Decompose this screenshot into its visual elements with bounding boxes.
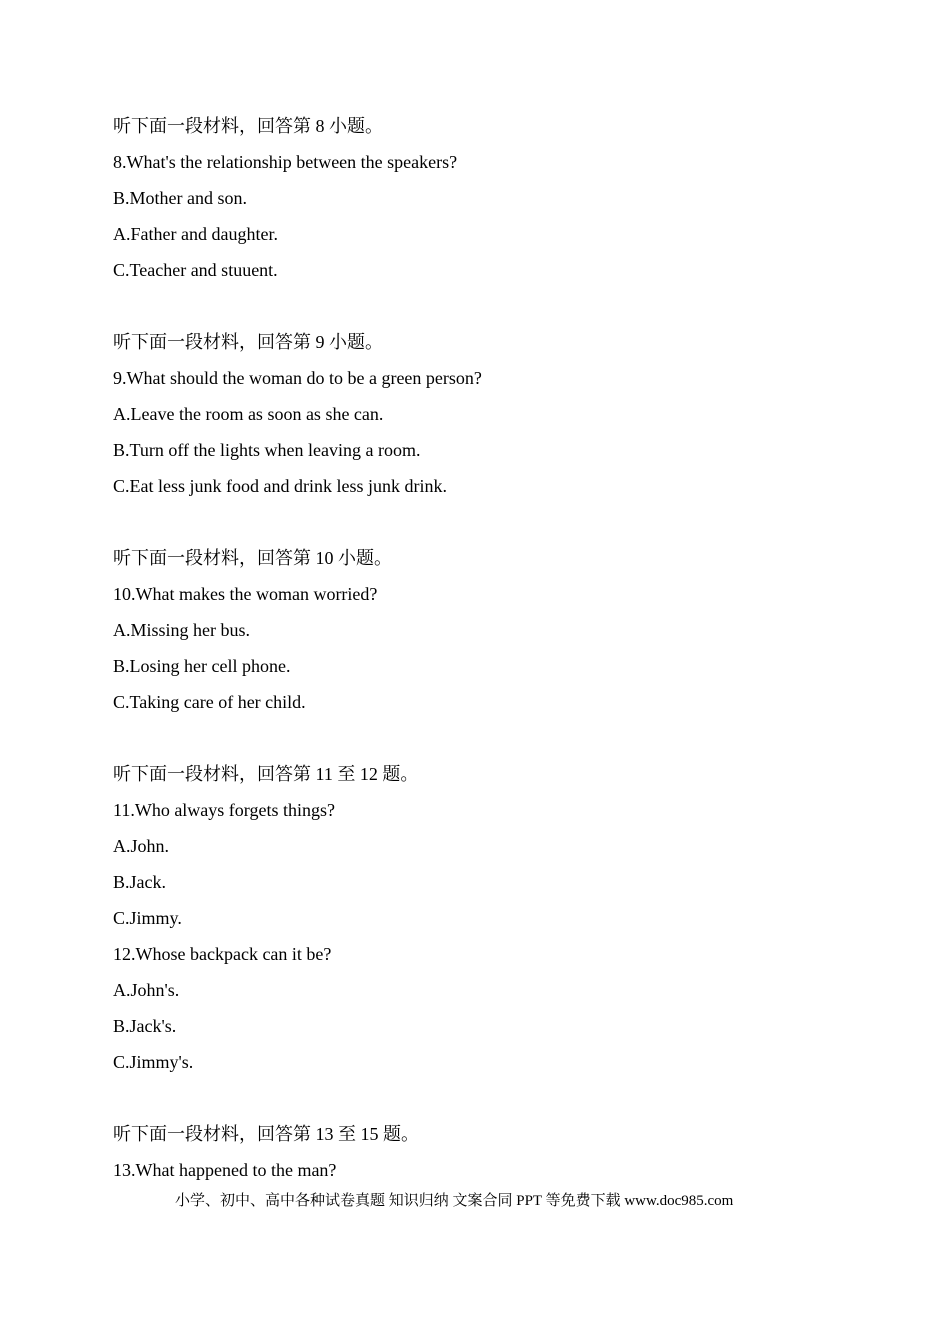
answer-option: A.John's. <box>113 980 180 1000</box>
answer-option: A.John. <box>113 836 170 856</box>
section-heading: 听下面一段材料，回答第 10 小题。 <box>113 548 392 568</box>
answer-option: B.Turn off the lights when leaving a room. <box>113 440 421 460</box>
answer-option: C.Taking care of her child. <box>113 692 306 712</box>
question-text: 12.Whose backpack can it be? <box>113 944 332 964</box>
answer-option: C.Teacher and stuuent. <box>113 260 278 280</box>
section-heading: 听下面一段材料，回答第 11 至 12 题。 <box>113 764 419 784</box>
page-footer: 小学、初中、高中各种试卷真题 知识归纳 文案合同 PPT 等免费下载 www.doc985.com <box>175 1193 734 1209</box>
question-text: 10.What makes the woman worried? <box>113 584 378 604</box>
page-content <box>113 108 833 1188</box>
section-gap <box>113 504 833 540</box>
question-text: 8.What's the relationship between the speakers? <box>113 152 458 172</box>
answer-option: C.Eat less junk food and drink less junk drink. <box>113 476 447 496</box>
answer-option: B.Losing her cell phone. <box>113 656 291 676</box>
answer-option: B.Jack. <box>113 872 166 892</box>
answer-option: C.Jimmy. <box>113 908 182 928</box>
question-text: 13.What happened to the man? <box>113 1160 337 1180</box>
section-gap <box>113 288 833 324</box>
section-gap <box>113 1080 833 1116</box>
section-heading: 听下面一段材料，回答第 8 小题。 <box>113 116 383 136</box>
section-gap <box>113 720 833 756</box>
answer-option: B.Mother and son. <box>113 188 247 208</box>
section-heading: 听下面一段材料，回答第 13 至 15 题。 <box>113 1124 419 1144</box>
question-text: 11.Who always forgets things? <box>113 800 335 820</box>
section-heading: 听下面一段材料，回答第 9 小题。 <box>113 332 383 352</box>
answer-option: A.Leave the room as soon as she can. <box>113 404 384 424</box>
answer-option: A.Father and daughter. <box>113 224 278 244</box>
answer-option: B.Jack's. <box>113 1016 177 1036</box>
question-text: 9.What should the woman do to be a green person? <box>113 368 482 388</box>
answer-option: C.Jimmy's. <box>113 1052 194 1072</box>
answer-option: A.Missing her bus. <box>113 620 251 640</box>
